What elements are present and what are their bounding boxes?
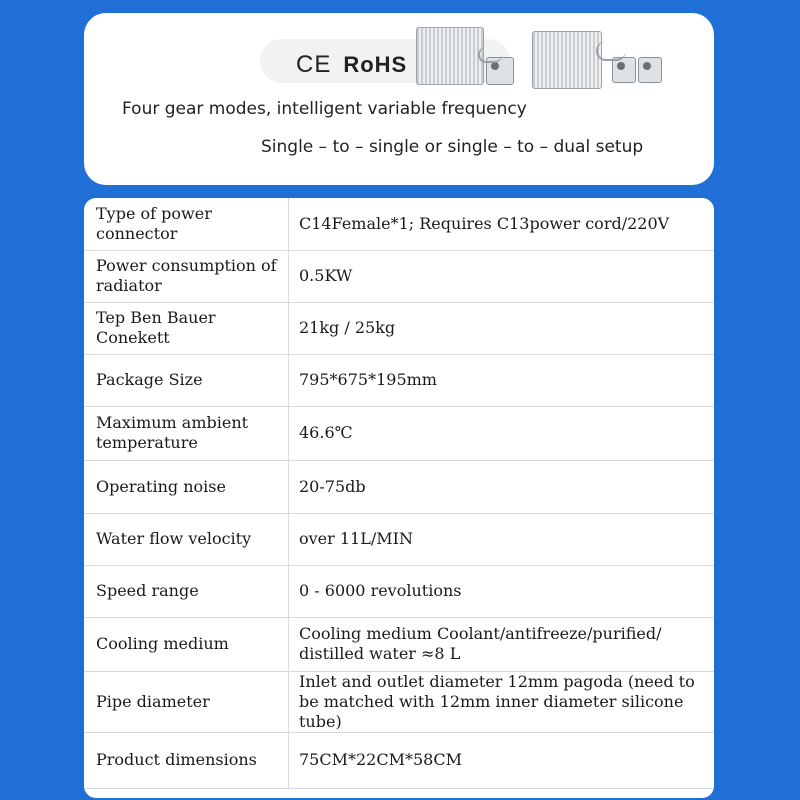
table-row: [84, 406, 714, 460]
rohs-mark: RoHS: [343, 52, 408, 77]
spec-table-card: [84, 198, 714, 798]
spec-value: Cooling medium Coolant/antifreeze/purified/ distilled water ≈8 L: [289, 617, 715, 671]
spec-value: 46.6℃: [289, 406, 715, 460]
spec-table: [84, 198, 714, 789]
table-row: [84, 198, 714, 250]
feature-setup: Single – to – single or single – to – dual setup: [261, 137, 644, 157]
table-row: [84, 354, 714, 406]
table-row: [84, 250, 714, 302]
ce-mark: CE: [296, 51, 332, 78]
spec-value: 0 - 6000 revolutions: [289, 565, 715, 617]
spec-label: Type of power connector: [84, 198, 289, 250]
feature-card: [84, 13, 714, 185]
table-row: [84, 617, 714, 671]
table-row: [84, 513, 714, 565]
spec-value: 20-75db: [289, 460, 715, 513]
tube-dual: [596, 41, 626, 61]
spec-label: Cooling medium: [84, 617, 289, 671]
spec-label: Pipe diameter: [84, 671, 289, 732]
spec-label: Power consumption of radiator: [84, 250, 289, 302]
radiator-image-single: [416, 27, 484, 85]
tube-single: [478, 47, 502, 63]
spec-value: over 11L/MIN: [289, 513, 715, 565]
radiator-image-dual: [532, 31, 602, 89]
spec-value: 795*675*195mm: [289, 354, 715, 406]
table-row: [84, 302, 714, 354]
spec-value: C14Female*1; Requires C13power cord/220V: [289, 198, 715, 250]
table-row: [84, 732, 714, 788]
table-row: [84, 565, 714, 617]
spec-label: Maximum ambient temperature: [84, 406, 289, 460]
spec-label: Package Size: [84, 354, 289, 406]
pump-image-dual-2: [638, 57, 662, 83]
table-row: [84, 460, 714, 513]
spec-label: Tep Ben Bauer Conekett: [84, 302, 289, 354]
feature-gear-modes: Four gear modes, intelligent variable frequency: [122, 99, 527, 119]
table-row: [84, 671, 714, 732]
spec-label: Operating noise: [84, 460, 289, 513]
spec-value: 21kg / 25kg: [289, 302, 715, 354]
spec-label: Water flow velocity: [84, 513, 289, 565]
spec-value: 75CM*22CM*58CM: [289, 732, 715, 788]
spec-value: 0.5KW: [289, 250, 715, 302]
certification-marks: [296, 51, 407, 79]
spec-label: Product dimensions: [84, 732, 289, 788]
spec-label: Speed range: [84, 565, 289, 617]
spec-value: Inlet and outlet diameter 12mm pagoda (need to be matched with 12mm inner diameter silicone tube): [289, 671, 715, 732]
